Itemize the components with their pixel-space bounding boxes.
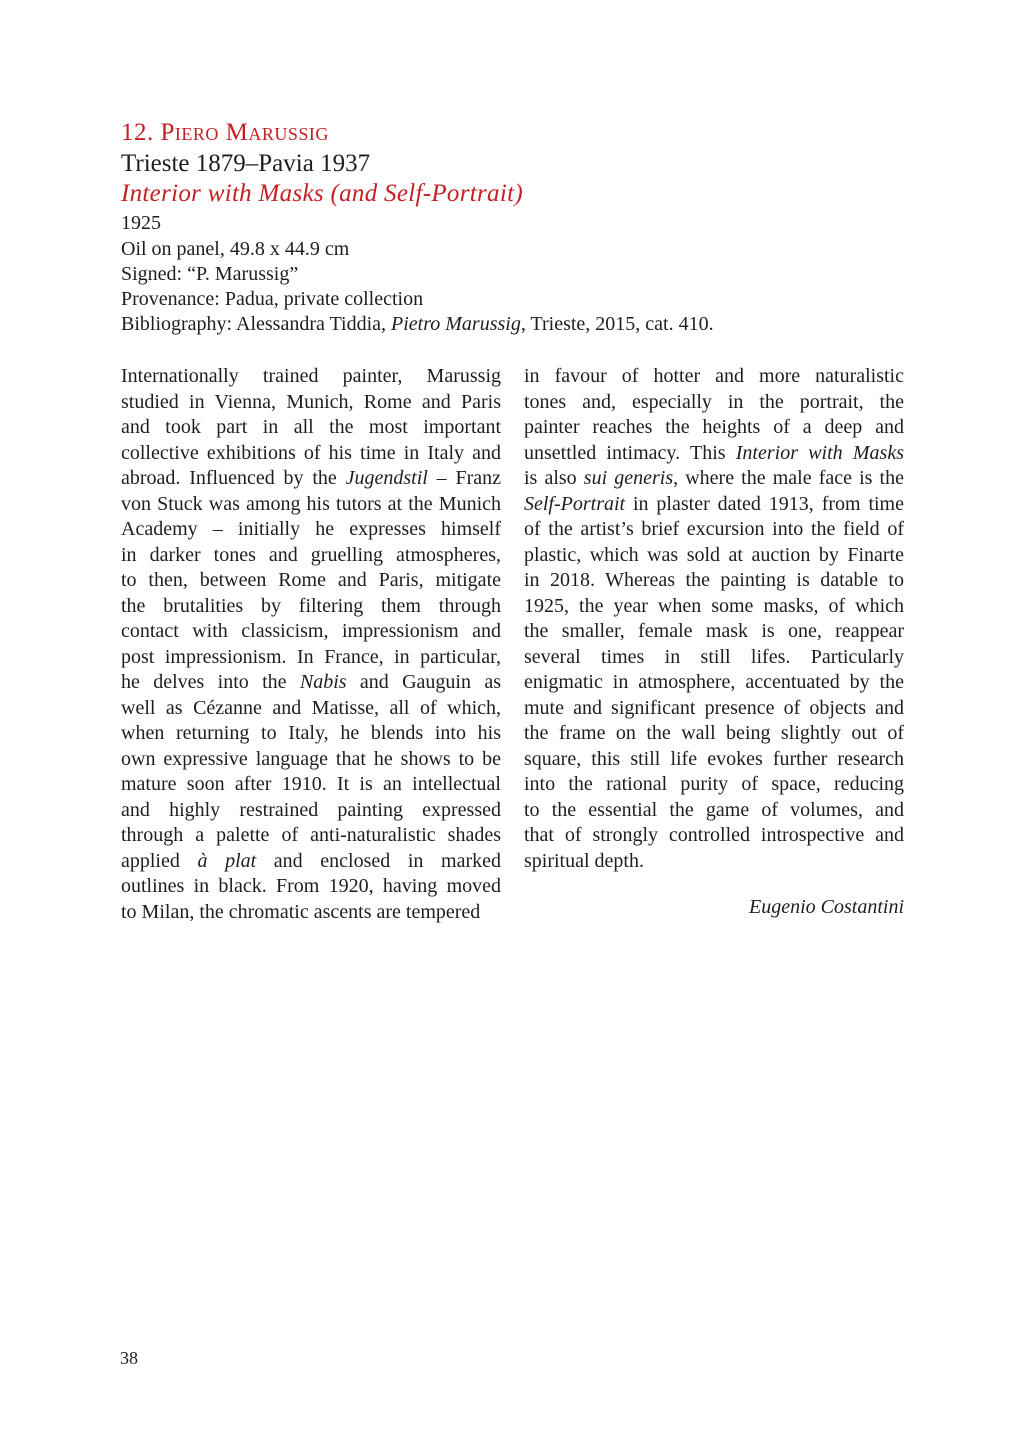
text-line	[524, 772, 904, 798]
text-line	[524, 670, 904, 696]
entry-number: 12.	[121, 119, 154, 146]
text-line	[524, 798, 904, 824]
text-line	[121, 772, 501, 798]
italic-term: Jugendstil	[345, 467, 428, 489]
essay-column-left	[121, 364, 501, 925]
text-line	[524, 619, 904, 645]
text-line	[121, 900, 501, 926]
text-line	[524, 849, 904, 875]
text-line	[524, 364, 904, 390]
text-run: that of strongly controlled introspective and	[524, 824, 904, 846]
text-line	[121, 721, 501, 747]
text-line	[524, 441, 904, 467]
text-run: mute and significant presence of objects and	[524, 696, 904, 719]
text-line	[121, 466, 501, 492]
work-signature: Signed: “P. Marussig”	[121, 263, 299, 285]
text-run: , where the male face is the	[673, 467, 904, 489]
text-line	[121, 619, 501, 645]
text-run: – Franz	[427, 467, 501, 489]
text-run: in plaster dated 1913, from time	[625, 492, 904, 515]
text-run: unsettled intimacy. This	[524, 441, 736, 464]
text-run: the smaller, female mask is one, reappear	[524, 620, 904, 642]
italic-term: sui generis	[583, 467, 674, 489]
text-run: von Stuck was among his tutors at the Munich	[121, 492, 501, 515]
text-line	[524, 415, 904, 441]
text-run: post impressionism. In France, in particular,	[121, 645, 501, 668]
text-line	[121, 390, 501, 416]
essay-author: Eugenio Costantini	[749, 896, 904, 918]
text-line	[524, 390, 904, 416]
text-line	[121, 696, 501, 722]
text-line	[121, 441, 501, 467]
text-run: Internationally trained painter, Marussig	[121, 365, 501, 387]
text-run: spiritual depth.	[524, 849, 644, 872]
text-line	[121, 798, 501, 824]
text-line	[121, 874, 501, 900]
text-run: outlines in black. From 1920, having moved	[121, 875, 501, 897]
essay-column-right	[524, 364, 904, 874]
work-bibliography	[121, 312, 881, 337]
text-line	[121, 364, 501, 390]
italic-term: Interior with Masks	[735, 441, 904, 464]
catalogue-entry-header	[121, 118, 881, 337]
text-line	[121, 543, 501, 569]
italic-term: Nabis	[299, 671, 347, 693]
text-line	[524, 747, 904, 773]
text-run: and Gauguin as	[346, 671, 501, 693]
text-run: and highly restrained painting expressed	[121, 798, 501, 821]
page-number: 38	[120, 1348, 138, 1368]
work-provenance: Provenance: Padua, private collection	[121, 288, 424, 310]
work-medium: Oil on panel, 49.8 x 44.9 cm	[121, 238, 350, 260]
text-run: into the rational purity of space, reducing	[524, 773, 904, 795]
text-line	[524, 466, 904, 492]
text-run: mature soon after 1910. It is an intellectual	[121, 773, 501, 795]
text-line	[524, 696, 904, 722]
artist-name: Piero Marussig	[160, 119, 329, 146]
text-run: to Milan, the chromatic ascents are tempered	[121, 900, 481, 923]
text-run: painter reaches the heights of a deep and	[524, 416, 904, 438]
text-run: several times in still lifes. Particularly	[524, 645, 904, 668]
bibliography-prefix: Bibliography: Alessandra Tiddia,	[121, 313, 391, 335]
text-line	[524, 594, 904, 620]
text-run: the frame on the wall being slightly out of	[524, 722, 904, 744]
bibliography-suffix: , Trieste, 2015, cat. 410.	[520, 313, 714, 335]
text-run: to the essential the game of volumes, and	[524, 798, 904, 821]
text-line	[121, 415, 501, 441]
text-line	[121, 568, 501, 594]
text-line	[524, 517, 904, 543]
text-run: applied	[121, 849, 198, 872]
text-line	[121, 849, 501, 875]
text-run: is also	[524, 467, 584, 489]
text-run: in darker tones and gruelling atmospheres,	[121, 543, 501, 566]
text-line	[524, 543, 904, 569]
artist-dates: Trieste 1879–Pavia 1937	[121, 150, 371, 177]
text-run: collective exhibitions of his time in Italy and	[121, 441, 501, 464]
work-year: 1925	[121, 212, 161, 234]
text-line	[121, 492, 501, 518]
text-run: plastic, which was sold at auction by Finarte	[524, 543, 904, 566]
text-run: well as Cézanne and Matisse, all of which,	[121, 696, 501, 719]
text-run: of the artist’s brief excursion into the field of	[524, 518, 904, 540]
text-line	[524, 645, 904, 671]
text-run: contact with classicism, impressionism and	[121, 620, 501, 642]
text-run: in 2018. Whereas the painting is datable to	[524, 569, 904, 591]
text-run: tones and, especially in the portrait, the	[524, 390, 904, 413]
text-run: when returning to Italy, he blends into his	[121, 722, 501, 744]
text-line	[524, 568, 904, 594]
text-run: and enclosed in marked	[256, 849, 501, 872]
entry-heading	[121, 118, 881, 148]
text-run: to then, between Rome and Paris, mitigate	[121, 569, 501, 591]
text-line	[121, 670, 501, 696]
text-line	[524, 823, 904, 849]
text-run: 1925, the year when some masks, of which	[524, 594, 904, 617]
text-line	[121, 594, 501, 620]
work-title: Interior with Masks (and Self-Portrait)	[121, 180, 523, 207]
italic-term: Self-Portrait	[524, 492, 626, 515]
text-run: and took part in all the most important	[121, 416, 501, 438]
text-run: he delves into the	[121, 671, 300, 693]
text-line	[121, 517, 501, 543]
text-run: through a palette of anti-naturalistic shades	[121, 824, 501, 846]
text-line	[524, 721, 904, 747]
text-run: square, this still life evokes further research	[524, 747, 904, 770]
text-line	[121, 747, 501, 773]
text-line	[121, 823, 501, 849]
text-run: Academy – initially he expresses himself	[121, 518, 501, 540]
italic-term: à plat	[197, 849, 257, 872]
text-run: abroad. Influenced by the	[121, 467, 346, 489]
text-run: the brutalities by filtering them through	[121, 594, 501, 617]
text-run: in favour of hotter and more naturalistic	[524, 365, 904, 387]
text-run: studied in Vienna, Munich, Rome and Paris	[121, 390, 501, 413]
text-line	[121, 645, 501, 671]
text-run: own expressive language that he shows to be	[121, 747, 501, 770]
bibliography-book-title: Pietro Marussig	[391, 313, 521, 335]
text-line	[524, 492, 904, 518]
text-run: enigmatic in atmosphere, accentuated by the	[524, 671, 904, 693]
